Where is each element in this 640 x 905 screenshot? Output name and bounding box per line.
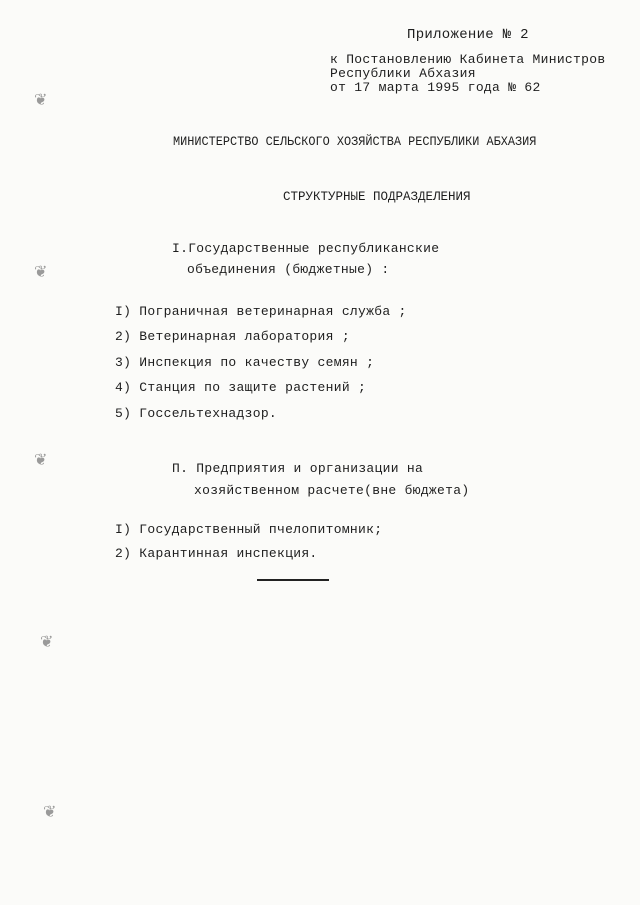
section2-heading-line-1: П. Предприятия и организации на bbox=[172, 461, 424, 476]
section2-item: I) Государственный пчелопитомник; bbox=[115, 522, 383, 537]
section1-item: 5) Госсельтехнадзор. bbox=[115, 406, 278, 421]
section1-item: 4) Станция по защите растений ; bbox=[115, 380, 367, 395]
ministry-title: МИНИСТЕРСТВО СЕЛЬСКОГО ХОЗЯЙСТВА РЕСПУБЛИКИ АБХАЗИЯ bbox=[173, 135, 537, 149]
appendix-label: Приложение № 2 bbox=[407, 27, 529, 43]
closing-rule bbox=[257, 579, 329, 581]
structure-subtitle: СТРУКТУРНЫЕ ПОДРАЗДЕЛЕНИЯ bbox=[283, 190, 471, 204]
reference-line-1: к Постановлению Кабинета Министров bbox=[330, 52, 606, 67]
section1-item: 2) Ветеринарная лаборатория ; bbox=[115, 329, 350, 344]
punch-hole-mark-icon: ❦ bbox=[34, 90, 48, 109]
section2-heading-line-2: хозяйственном расчете(вне бюджета) bbox=[194, 483, 470, 498]
reference-line-2: Республики Абхазия bbox=[330, 66, 476, 81]
punch-hole-mark-icon: ❦ bbox=[34, 262, 48, 281]
punch-hole-mark-icon: ❦ bbox=[40, 632, 54, 651]
section1-item: I) Пограничная ветеринарная служба ; bbox=[115, 304, 407, 319]
reference-line-3: от 17 марта 1995 года № 62 bbox=[330, 80, 541, 95]
section1-heading-line-1: I.Государственные республиканские bbox=[172, 241, 440, 256]
section2-item: 2) Карантинная инспекция. bbox=[115, 546, 318, 561]
punch-hole-mark-icon: ❦ bbox=[34, 450, 48, 469]
section1-heading-line-2: объединения (бюджетные) : bbox=[187, 262, 390, 277]
section1-item: 3) Инспекция по качеству семян ; bbox=[115, 355, 375, 370]
punch-hole-mark-icon: ❦ bbox=[43, 802, 57, 821]
